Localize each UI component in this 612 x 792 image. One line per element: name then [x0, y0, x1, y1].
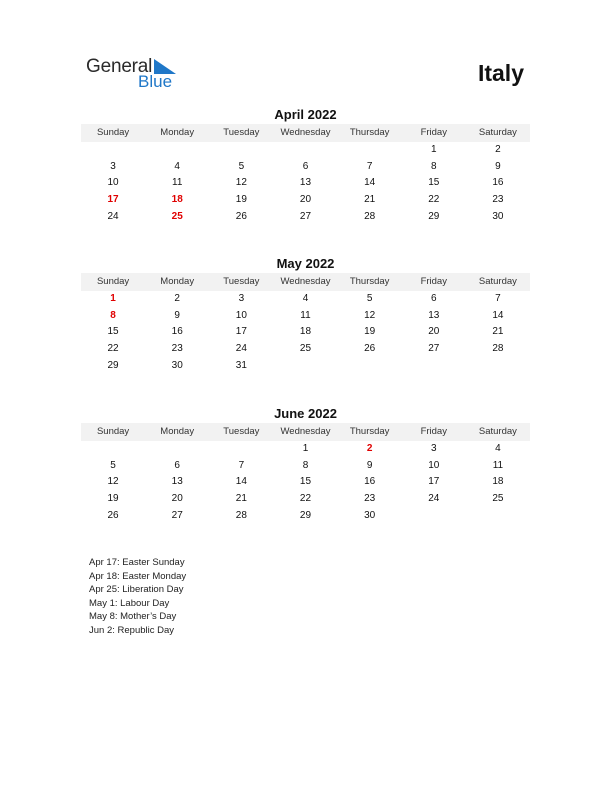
- empty-cell: [81, 441, 145, 458]
- day-cell: 14: [364, 177, 376, 189]
- empty-cell: [338, 142, 402, 159]
- weekday-label: Saturday: [478, 426, 517, 437]
- day-cell: 18: [299, 326, 312, 338]
- day-cell: 22: [107, 343, 119, 355]
- day-cell: 11: [172, 177, 183, 189]
- holiday-notes: [89, 556, 186, 638]
- week-row: [81, 341, 530, 358]
- day-cell: 20: [299, 194, 312, 206]
- month-grid: [81, 142, 530, 225]
- day-cell: 29: [107, 359, 119, 371]
- week-row: [81, 508, 530, 525]
- day-cell: 26: [235, 210, 247, 222]
- day-cell: 8: [430, 160, 437, 172]
- holiday-note: May 1: Labour Day: [89, 597, 170, 609]
- day-cell: 12: [107, 476, 119, 488]
- day-cell: 12: [364, 309, 376, 321]
- day-cell: 3: [430, 443, 437, 454]
- week-row: [81, 491, 530, 508]
- day-cell: 23: [171, 343, 183, 355]
- day-cell: 6: [174, 459, 180, 471]
- empty-cell: [402, 508, 466, 525]
- day-cell: 8: [302, 459, 309, 471]
- day-cell: 10: [107, 177, 119, 189]
- month-title: April 2022: [274, 107, 337, 122]
- empty-cell: [209, 142, 273, 159]
- day-cell: 29: [428, 210, 440, 222]
- day-cell: 30: [492, 210, 504, 222]
- weekday-label: Tuesday: [223, 127, 260, 138]
- day-cell: 26: [364, 343, 376, 355]
- day-cell: 15: [299, 476, 312, 488]
- empty-cell: [145, 142, 209, 159]
- day-cell: 17: [428, 476, 440, 488]
- empty-cell: [145, 441, 209, 458]
- day-cell: 2: [174, 293, 180, 304]
- weekday-label: Monday: [160, 127, 195, 138]
- day-cell: 9: [495, 160, 501, 172]
- day-cell: 2: [495, 144, 501, 155]
- weekday-label: Wednesday: [280, 276, 331, 287]
- day-cell: 5: [366, 293, 373, 304]
- day-cell: 6: [430, 293, 437, 304]
- month-april: [81, 106, 530, 225]
- holiday-day-cell: 2: [366, 443, 373, 454]
- day-cell: 10: [235, 309, 247, 321]
- generalblue-logo: [86, 56, 186, 92]
- day-cell: 29: [299, 509, 312, 521]
- holiday-day-cell: 18: [171, 194, 183, 206]
- month-title: May 2022: [276, 256, 335, 271]
- empty-cell: [273, 142, 337, 159]
- day-cell: 5: [238, 160, 245, 172]
- day-cell: 20: [428, 326, 440, 338]
- day-cell: 13: [299, 177, 312, 189]
- day-cell: 12: [235, 177, 247, 189]
- day-cell: 4: [495, 443, 501, 454]
- day-cell: 11: [300, 309, 311, 321]
- day-cell: 24: [235, 343, 247, 355]
- day-cell: 19: [235, 194, 247, 206]
- empty-cell: [466, 358, 530, 375]
- day-cell: 18: [492, 476, 504, 488]
- weekday-header: [81, 273, 530, 291]
- weekday-label: Saturday: [478, 276, 517, 287]
- day-cell: 3: [110, 160, 116, 172]
- day-cell: 30: [364, 509, 376, 521]
- week-row: [81, 441, 530, 458]
- day-cell: 17: [235, 326, 247, 338]
- day-cell: 13: [171, 476, 183, 488]
- weekday-label: Friday: [420, 276, 447, 287]
- day-cell: 21: [235, 493, 247, 505]
- day-cell: 26: [107, 509, 119, 521]
- weekday-label: Friday: [420, 127, 447, 138]
- day-cell: 16: [171, 326, 183, 338]
- week-row: [81, 308, 530, 325]
- weekday-label: Sunday: [96, 127, 130, 138]
- day-cell: 3: [238, 293, 245, 304]
- holiday-day-cell: 8: [110, 309, 116, 321]
- day-cell: 31: [235, 359, 247, 371]
- weekday-label: Wednesday: [280, 426, 331, 437]
- day-cell: 30: [171, 359, 183, 371]
- month-june: [81, 405, 530, 524]
- holiday-day-cell: 25: [171, 210, 183, 222]
- weekday-label: Thursday: [349, 127, 390, 138]
- day-cell: 27: [171, 509, 183, 521]
- day-cell: 14: [492, 309, 504, 321]
- week-row: [81, 358, 530, 375]
- weekday-label: Thursday: [349, 426, 390, 437]
- day-cell: 16: [364, 476, 376, 488]
- week-row: [81, 175, 530, 192]
- week-row: [81, 159, 530, 176]
- month-may: [81, 255, 530, 374]
- day-cell: 5: [110, 459, 116, 471]
- day-cell: 25: [299, 343, 312, 355]
- empty-cell: [81, 142, 145, 159]
- weekday-label: Wednesday: [280, 127, 331, 138]
- week-row: [81, 291, 530, 308]
- weekday-label: Thursday: [349, 276, 390, 287]
- weekday-label: Tuesday: [223, 276, 260, 287]
- weekday-label: Monday: [160, 426, 195, 437]
- day-cell: 19: [107, 493, 119, 505]
- day-cell: 22: [428, 194, 440, 206]
- day-cell: 25: [492, 493, 504, 505]
- day-cell: 6: [302, 160, 309, 172]
- day-cell: 9: [366, 459, 373, 471]
- day-cell: 4: [174, 160, 180, 172]
- day-cell: 24: [428, 493, 440, 505]
- day-cell: 11: [492, 459, 504, 471]
- week-row: [81, 209, 530, 226]
- weekday-label: Sunday: [96, 276, 130, 287]
- weekday-label: Friday: [420, 426, 447, 437]
- day-cell: 22: [299, 493, 312, 505]
- week-row: [81, 192, 530, 209]
- country-title: Italy: [477, 60, 524, 86]
- day-cell: 21: [364, 194, 376, 206]
- week-row: [81, 142, 530, 159]
- empty-cell: [209, 441, 273, 458]
- day-cell: 15: [107, 326, 119, 338]
- day-cell: 23: [492, 194, 504, 206]
- week-row: [81, 324, 530, 341]
- day-cell: 7: [366, 160, 373, 172]
- day-cell: 15: [428, 177, 440, 189]
- weekday-header: [81, 423, 530, 441]
- day-cell: 7: [238, 459, 245, 471]
- empty-cell: [466, 508, 530, 525]
- holiday-note: Apr 18: Easter Monday: [89, 570, 187, 582]
- day-cell: 7: [495, 293, 501, 304]
- holiday-note: Apr 25: Liberation Day: [89, 584, 184, 596]
- holiday-note: Apr 17: Easter Sunday: [89, 557, 185, 568]
- day-cell: 1: [430, 144, 437, 155]
- empty-cell: [338, 358, 402, 375]
- day-cell: 23: [364, 493, 376, 505]
- weekday-label: Saturday: [478, 127, 517, 138]
- day-cell: 28: [364, 210, 376, 222]
- holiday-day-cell: 1: [110, 293, 116, 304]
- day-cell: 1: [302, 443, 309, 454]
- day-cell: 14: [235, 476, 247, 488]
- weekday-label: Tuesday: [223, 426, 260, 437]
- month-grid: [81, 441, 530, 524]
- day-cell: 16: [492, 177, 504, 189]
- logo-blue-text: Blue: [138, 72, 173, 91]
- empty-cell: [402, 358, 466, 375]
- day-cell: 24: [107, 210, 119, 222]
- day-cell: 20: [171, 493, 183, 505]
- day-cell: 21: [492, 326, 504, 338]
- holiday-day-cell: 17: [107, 194, 119, 206]
- week-row: [81, 458, 530, 475]
- weekday-header: [81, 124, 530, 142]
- day-cell: 13: [428, 309, 440, 321]
- week-row: [81, 474, 530, 491]
- holiday-note: May 8: Mother’s Day: [89, 611, 177, 623]
- day-cell: 27: [428, 343, 440, 355]
- weekday-label: Sunday: [96, 426, 130, 437]
- holiday-note: Jun 2: Republic Day: [89, 624, 175, 636]
- weekday-label: Monday: [160, 276, 195, 287]
- logo-general-text: General: [86, 56, 153, 77]
- day-cell: 27: [299, 210, 312, 222]
- day-cell: 28: [235, 509, 247, 521]
- month-title: June 2022: [274, 406, 337, 421]
- day-cell: 10: [428, 459, 440, 471]
- day-cell: 4: [302, 293, 309, 304]
- month-grid: [81, 291, 530, 374]
- empty-cell: [273, 358, 337, 375]
- day-cell: 19: [364, 326, 376, 338]
- day-cell: 28: [492, 343, 504, 355]
- day-cell: 9: [174, 309, 180, 321]
